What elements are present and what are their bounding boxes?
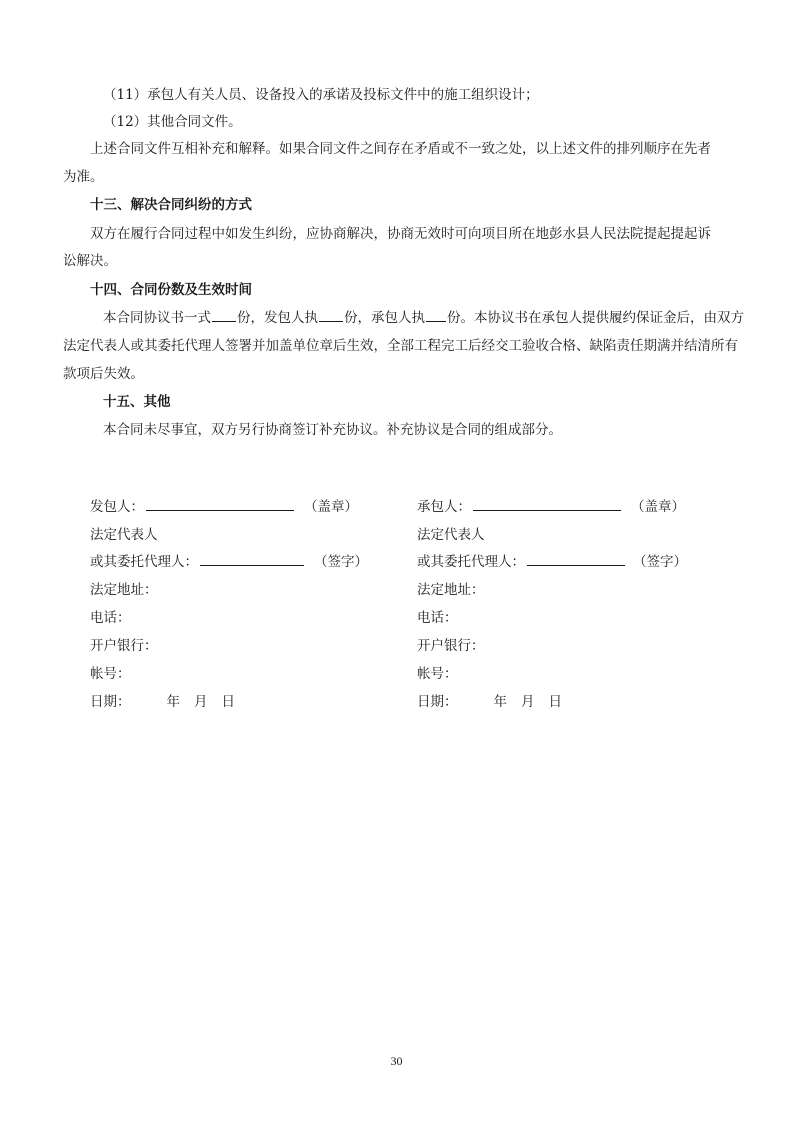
section-13-body-line-2: 讼解决。 bbox=[63, 253, 117, 269]
contractor-copies-blank[interactable] bbox=[426, 309, 446, 322]
contractor-month-label: 月 bbox=[521, 694, 535, 710]
section-14-line-1 bbox=[103, 309, 744, 327]
employer-copies-blank[interactable] bbox=[319, 309, 343, 322]
contractor-phone-label: 电话： bbox=[417, 610, 458, 626]
employer-sign-label: （签字） bbox=[314, 554, 368, 570]
contractor-legal-rep-label: 法定代表人 bbox=[417, 527, 485, 543]
employer-date-label: 日期： bbox=[90, 694, 131, 710]
contractor-sign-label: （签字） bbox=[633, 554, 687, 570]
section-14-line-3: 款项后失效。 bbox=[63, 366, 144, 382]
section-15-body: 本合同未尽事宜，双方另行协商签订补充协议。补充协议是合同的组成部分。 bbox=[103, 422, 562, 438]
employer-party-label: 发包人： bbox=[90, 499, 144, 515]
page-number: 30 bbox=[390, 1054, 403, 1068]
section-15-heading: 十五、其他 bbox=[103, 394, 171, 410]
copies-text-3: 份，承包人执 bbox=[344, 310, 425, 326]
copies-text-4: 份。本协议书在承包人提供履约保证金后，由双方 bbox=[447, 310, 744, 326]
precedence-line-1: 上述合同文件互相补充和解释。如果合同文件之间存在矛盾或不一致之处，以上述文件的排列顺序在先者 bbox=[90, 141, 711, 157]
section-13-body-line-1: 双方在履行合同过程中如发生纠纷，应协商解决，协商无效时可向项目所在地彭水县人民法院提起提起诉 bbox=[90, 226, 711, 242]
section-13-heading: 十三、解决合同纠纷的方式 bbox=[90, 197, 252, 213]
contractor-address-label: 法定地址： bbox=[417, 582, 485, 598]
employer-phone-label: 电话： bbox=[90, 610, 131, 626]
contractor-date-label: 日期： bbox=[417, 694, 458, 710]
contractor-bank-label: 开户银行： bbox=[417, 638, 485, 654]
copies-text-1: 本合同协议书一式 bbox=[103, 310, 211, 326]
precedence-line-2: 为准。 bbox=[63, 169, 104, 185]
employer-agent-field[interactable] bbox=[200, 553, 304, 566]
employer-day-label: 日 bbox=[221, 694, 235, 710]
employer-year-label: 年 bbox=[166, 694, 180, 710]
contractor-agent-row bbox=[417, 553, 687, 571]
employer-seal-label: （盖章） bbox=[304, 499, 358, 515]
section-14-line-2: 法定代表人或其委托代理人签署并加盖单位章后生效，全部工程完工后经交工验收合格、缺陷责任期满并结清所有 bbox=[63, 338, 738, 354]
employer-month-label: 月 bbox=[194, 694, 208, 710]
section-14-heading: 十四、合同份数及生效时间 bbox=[90, 282, 252, 298]
contractor-agent-label: 或其委托代理人： bbox=[417, 554, 525, 570]
contractor-year-label: 年 bbox=[493, 694, 507, 710]
employer-account-label: 帐号： bbox=[90, 666, 131, 682]
item-11: （11）承包人有关人员、设备投入的承诺及投标文件中的施工组织设计； bbox=[103, 87, 539, 103]
employer-name-field[interactable] bbox=[146, 498, 294, 511]
employer-legal-rep-label: 法定代表人 bbox=[90, 527, 158, 543]
employer-party-row bbox=[90, 498, 358, 516]
contractor-party-row bbox=[417, 498, 685, 516]
contractor-account-label: 帐号： bbox=[417, 666, 458, 682]
employer-date-row bbox=[90, 693, 235, 711]
total-copies-blank[interactable] bbox=[212, 309, 236, 322]
item-12: （12）其他合同文件。 bbox=[103, 114, 242, 130]
employer-address-label: 法定地址： bbox=[90, 582, 158, 598]
employer-agent-row bbox=[90, 553, 368, 571]
contractor-party-label: 承包人： bbox=[417, 499, 471, 515]
contractor-name-field[interactable] bbox=[473, 498, 621, 511]
employer-agent-label: 或其委托代理人： bbox=[90, 554, 198, 570]
contractor-day-label: 日 bbox=[548, 694, 562, 710]
contractor-date-row bbox=[417, 693, 562, 711]
contractor-seal-label: （盖章） bbox=[631, 499, 685, 515]
copies-text-2: 份，发包人执 bbox=[237, 310, 318, 326]
employer-bank-label: 开户银行： bbox=[90, 638, 158, 654]
contractor-agent-field[interactable] bbox=[527, 553, 625, 566]
